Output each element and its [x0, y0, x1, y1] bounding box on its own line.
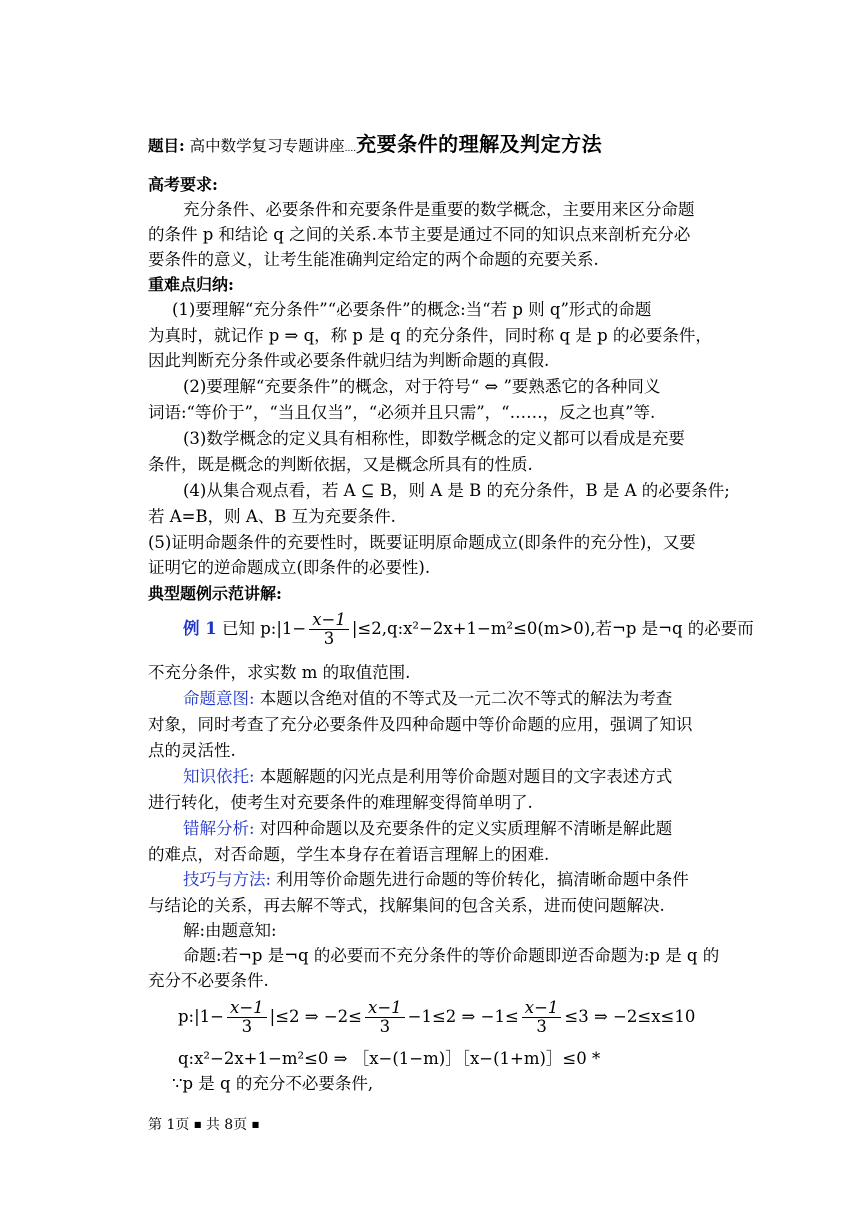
- p-fraction-1-num: x−1: [227, 999, 267, 1018]
- method-line-1: [183, 869, 714, 891]
- title-dots: ....: [344, 144, 357, 154]
- section-examples: 典型题例示范讲解:: [148, 584, 282, 603]
- example-1-label: 例 1: [183, 619, 217, 638]
- p-derivation-d: ≤3 ⇒ −2≤x≤10: [564, 1007, 696, 1026]
- error-line-1: [183, 818, 714, 840]
- error-line-2: 的难点，对否命题，学生本身存在着语言理解上的困难.: [148, 845, 550, 864]
- point-5-line-2: 证明它的逆命题成立(即条件的必要性).: [148, 558, 431, 577]
- section-summary: 重难点归纳:: [148, 275, 234, 294]
- section-requirements: 高考要求:: [148, 175, 218, 194]
- point-2-line-2: 词语:“等价于”，“当且仅当”，“必须并且只需”，“……，反之也真”等.: [148, 403, 656, 422]
- method-text-1: 利用等价命题先进行命题的等价转化，搞清晰命题中条件: [271, 870, 689, 889]
- intro-line-1: 充分条件、必要条件和充要条件是重要的数学概念，主要用来区分命题: [183, 200, 695, 219]
- p-fraction-2-num: x−1: [365, 999, 405, 1018]
- basis-label: 知识依托:: [183, 767, 255, 786]
- page-title: [148, 133, 714, 160]
- title-main: 充要条件的理解及判定方法: [356, 132, 603, 156]
- intent-line-1: [183, 688, 714, 710]
- point-1-line-3: 因此判断充分条件或必要条件就归结为判断命题的真假.: [148, 351, 550, 370]
- error-label: 错解分析:: [183, 819, 255, 838]
- example-1-stem-b: |≤2,q:x²−2x+1−m²≤0(m>0),若¬p 是¬q 的必要而: [351, 619, 754, 638]
- fraction-numerator: x−1: [309, 611, 349, 630]
- point-5-line-1: (5)证明命题条件的充要性时，既要证明原命题成立(即条件的充分性)，又要: [148, 533, 696, 552]
- p-fraction-2: [365, 999, 405, 1036]
- solution-line-2a: 命题:若¬p 是¬q 的必要而不充分条件的等价命题即逆否命题为:p 是 q 的: [183, 946, 720, 965]
- title-label: 题目:: [148, 136, 185, 155]
- method-line-2: 与结论的关系，再去解不等式，找解集间的包含关系，进而使问题解决.: [148, 896, 665, 915]
- point-1-line-2: 为真时，就记作 p ⇒ q，称 p 是 q 的充分条件，同时称 q 是 p 的必要条件，: [148, 326, 712, 345]
- p-fraction-2-den: 3: [379, 1017, 391, 1036]
- footer-separator-1: ■: [193, 1120, 202, 1129]
- p-fraction-3: [522, 999, 562, 1036]
- error-text-1: 对四种命题以及充要条件的定义实质理解不清晰是解此题: [254, 819, 673, 838]
- p-fraction-3-num: x−1: [522, 999, 562, 1018]
- intent-line-2: 对象，同时考查了充分必要条件及四种命题中等价命题的应用，强调了知识: [148, 715, 693, 734]
- page-number: 第 1页: [148, 1117, 190, 1133]
- p-fraction-1-den: 3: [241, 1017, 253, 1036]
- p-fraction-1: [227, 999, 267, 1036]
- fraction-denominator: 3: [323, 629, 335, 648]
- example-1-stem-a: 已知 p:|1−: [221, 619, 307, 638]
- solution-intro: 解:由题意知:: [183, 921, 277, 940]
- p-derivation-b: |≤2 ⇒ −2≤: [269, 1007, 363, 1026]
- intent-text-1: 本题以含绝对值的不等式及一元二次不等式的解法为考查: [254, 689, 673, 708]
- intent-label: 命题意图:: [183, 689, 255, 708]
- footer-separator-2: ■: [251, 1120, 260, 1129]
- intent-line-3: 点的灵活性.: [148, 741, 236, 760]
- point-3-line-1: (3)数学概念的定义具有相称性，即数学概念的定义都可以看成是充要: [183, 429, 685, 448]
- solution-p-derivation: [178, 997, 709, 1039]
- basis-text-1: 本题解题的闪光点是利用等价命题对题目的文字表述方式: [254, 767, 673, 786]
- method-label: 技巧与方法:: [183, 870, 272, 889]
- point-3-line-2: 条件，既是概念的判断依据，又是概念所具有的性质.: [148, 455, 533, 474]
- point-1-line-1: (1)要理解“充分条件”“必要条件”的概念:当“若 p 则 q”形式的命题: [172, 300, 652, 319]
- page-footer: [148, 1114, 714, 1136]
- p-derivation-a: p:|1−: [178, 1007, 225, 1026]
- page-total: 共 8页: [205, 1117, 248, 1133]
- basis-line-2: 进行转化，使考生对充要条件的难理解变得简单明了.: [148, 793, 533, 812]
- point-4-line-2: 若 A=B，则 A、B 互为充要条件.: [148, 507, 396, 526]
- basis-line-1: [183, 766, 714, 788]
- point-4-line-1: (4)从集合观点看，若 A ⊆ B，则 A 是 B 的充分条件，B 是 A 的必要条件;: [183, 481, 730, 500]
- solution-line-2b: 充分不必要条件.: [148, 971, 269, 990]
- example-1-stem-c: 不充分条件，求实数 m 的取值范围.: [148, 663, 411, 682]
- point-2-line-1: (2)要理解“充要条件”的概念，对于符号“ ⇔ ”要熟悉它的各种同义: [183, 377, 661, 396]
- solution-last-line: ∵p 是 q 的充分不必要条件,: [172, 1074, 374, 1093]
- example-1-stem: [183, 609, 754, 651]
- title-prefix: 高中数学复习专题讲座: [184, 137, 345, 155]
- example-fraction: [309, 611, 349, 648]
- solution-q-line: q:x²−2x+1−m²≤0 ⇒ ［x−(1−m)］［x−(1+m)］≤0 *: [178, 1049, 601, 1068]
- intro-line-3: 要条件的意义，让考生能准确判定给定的两个命题的充要关系.: [148, 250, 599, 269]
- p-fraction-3-den: 3: [536, 1017, 547, 1036]
- p-derivation-c: −1≤2 ⇒ −1≤: [407, 1007, 519, 1026]
- intro-line-2: 的条件 p 和结论 q 之间的关系.本节主要是通过不同的知识点来剖析充分必: [148, 225, 691, 244]
